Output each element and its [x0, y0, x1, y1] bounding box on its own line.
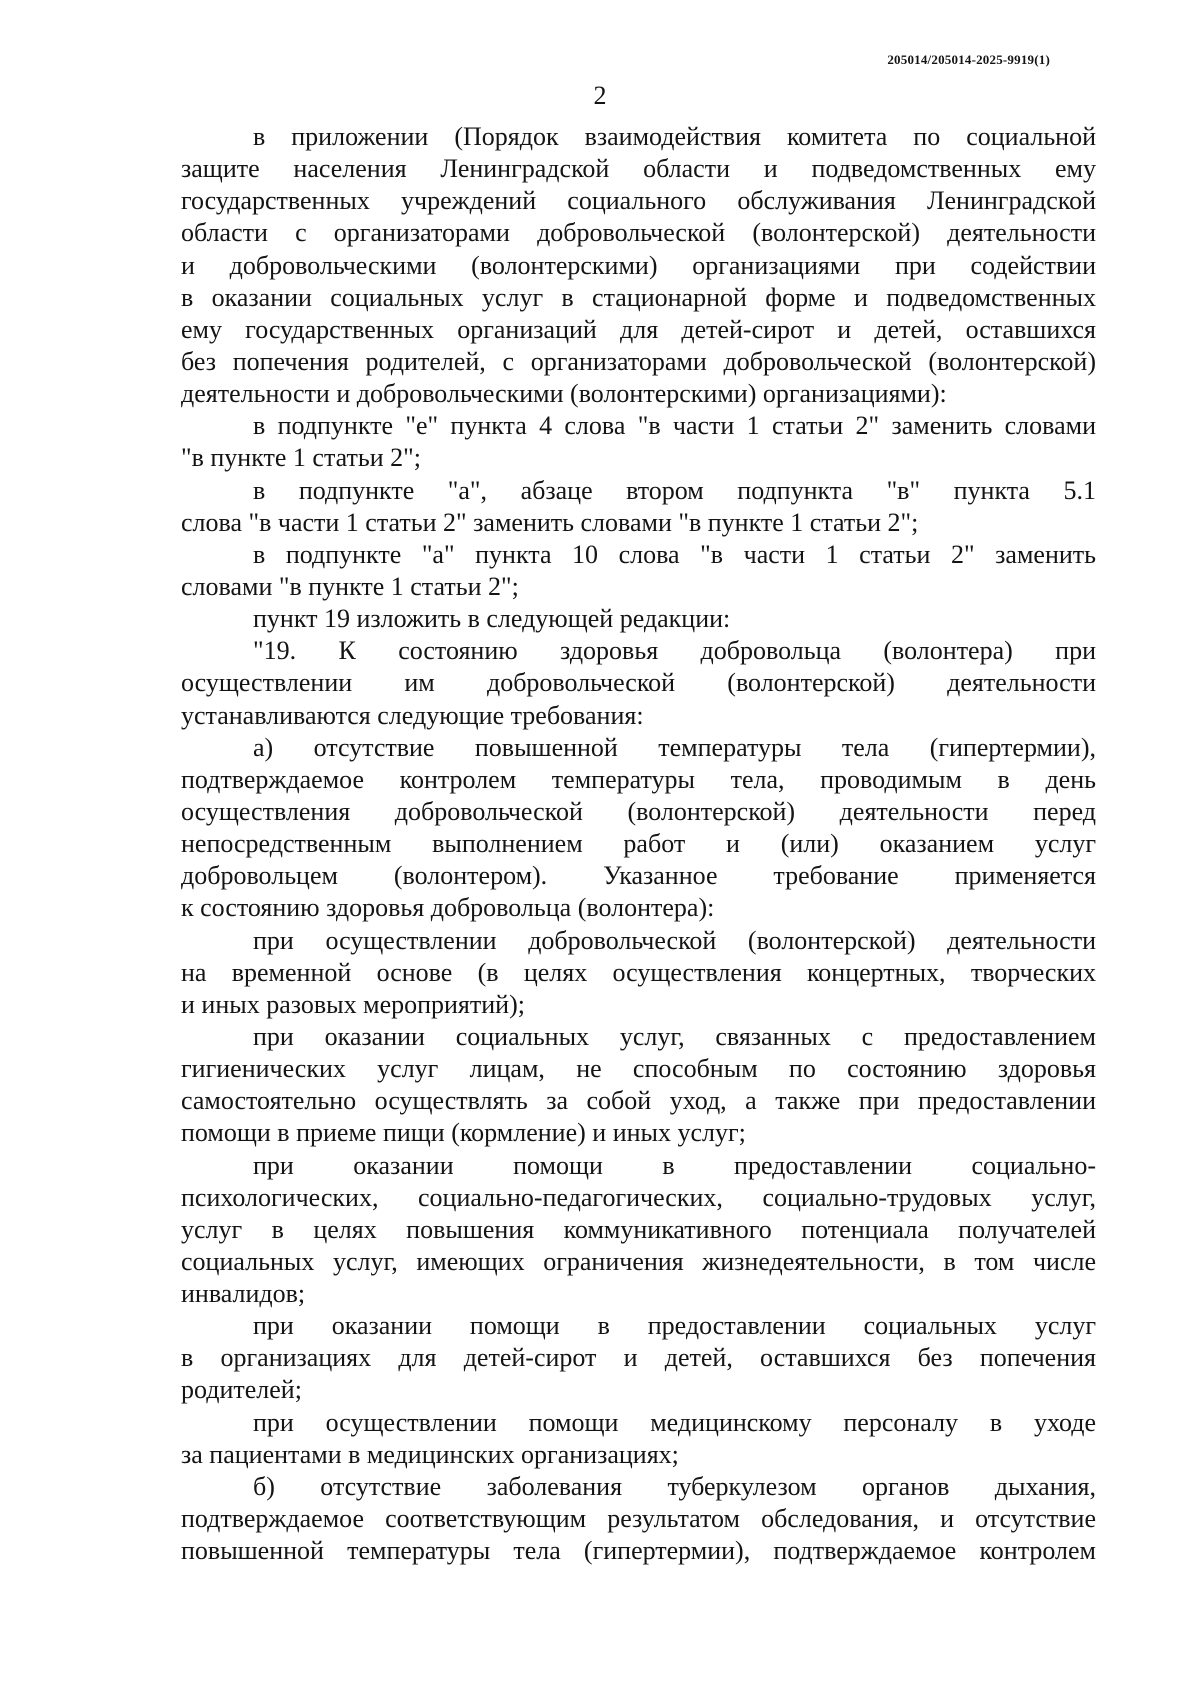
paragraph-line: добровольцем (волонтером). Указанное требование применяется [181, 861, 1096, 891]
paragraph-line: самостоятельно осуществлять за собой уход, а также при предоставлении [181, 1086, 1096, 1116]
paragraph-line: в подпункте "а", абзаце втором подпункта "в" пункта 5.1 [253, 475, 1096, 505]
paragraph [181, 635, 1096, 731]
paragraph-line: при осуществлении добровольческой (волонтерской) деятельности [253, 925, 1096, 955]
paragraph [181, 475, 1096, 539]
paragraph-line: а) отсутствие повышенной температуры тела (гипертермии), [253, 732, 1096, 762]
paragraph-line: за пациентами в медицинских организациях; [181, 1439, 679, 1469]
paragraph [181, 603, 1096, 635]
paragraph-line: и добровольческими (волонтерскими) организациями при содействии [181, 250, 1096, 280]
paragraph-line: непосредственным выполнением работ и (или) оказанием услуг [181, 829, 1096, 859]
paragraph-line: при оказании социальных услуг, связанных с предоставлением [253, 1021, 1096, 1051]
paragraph-line: и иных разовых мероприятий); [181, 989, 525, 1019]
paragraph-line: родителей; [181, 1375, 302, 1405]
paragraph-line: области с организаторами добровольческой (волонтерской) деятельности [181, 218, 1096, 248]
paragraph-line: ему государственных организаций для детей-сирот и детей, оставшихся [181, 314, 1096, 344]
page-number: 2 [593, 81, 607, 110]
document-registration-code: 205014/205014-2025-9919(1) [887, 52, 1050, 67]
paragraph [181, 121, 1096, 410]
paragraph-line: устанавливаются следующие требования: [181, 700, 644, 730]
paragraph-line: пункт 19 изложить в следующей редакции: [253, 604, 731, 634]
paragraph-line: в подпункте "е" пункта 4 слова "в части 1 статьи 2" заменить словами [253, 411, 1096, 441]
paragraph-line: в оказании социальных услуг в стационарной форме и подведомственных [181, 282, 1096, 312]
paragraph [181, 925, 1096, 1021]
paragraph-line: услуг в целях повышения коммуникативного потенциала получателей [181, 1214, 1096, 1244]
paragraph-line: психологических, социально-педагогических, социально-трудовых услуг, [181, 1182, 1096, 1212]
paragraph-line: в приложении (Порядок взаимодействия комитета по социальной [253, 122, 1096, 151]
paragraph-line: социальных услуг, имеющих ограничения жизнедеятельности, в том числе [181, 1246, 1096, 1276]
paragraph-line: инвалидов; [181, 1279, 306, 1309]
paragraph-line: государственных учреждений социального обслуживания Ленинградской [181, 186, 1096, 216]
paragraph-line: при оказании помощи в предоставлении социально- [253, 1150, 1096, 1180]
paragraph-line: на временной основе (в целях осуществления концертных, творческих [181, 957, 1096, 987]
paragraph-line: в подпункте "а" пункта 10 слова "в части 1 статьи 2" заменить [253, 539, 1096, 569]
paragraph [181, 1150, 1096, 1311]
paragraph-line: гигиенических услуг лицам, не способным по состоянию здоровья [181, 1054, 1096, 1084]
paragraph-line: при оказании помощи в предоставлении социальных услуг [253, 1311, 1096, 1341]
paragraph-line: к состоянию здоровья добровольца (волонтера): [181, 893, 715, 923]
paragraph-line: подтверждаемое соответствующим результатом обследования, и отсутствие [181, 1504, 1096, 1534]
paragraph-line: б) отсутствие заболевания туберкулезом органов дыхания, [253, 1471, 1096, 1501]
paragraph-line: в организациях для детей-сирот и детей, оставшихся без попечения [181, 1343, 1096, 1373]
paragraph-line: "в пункте 1 статьи 2"; [181, 443, 421, 473]
paragraph [181, 1310, 1096, 1406]
document-body [181, 121, 1096, 1567]
paragraph [181, 1471, 1096, 1567]
paragraph-line: осуществлении им добровольческой (волонтерской) деятельности [181, 668, 1096, 698]
paragraph [181, 1021, 1096, 1150]
paragraph-line: при осуществлении помощи медицинскому персоналу в уходе [253, 1407, 1096, 1437]
paragraph-line: словами "в пункте 1 статьи 2"; [181, 571, 519, 601]
paragraph-line: повышенной температуры тела (гипертермии), подтверждаемое контролем [181, 1536, 1096, 1566]
paragraph-line: осуществления добровольческой (волонтерской) деятельности перед [181, 796, 1096, 826]
paragraph [181, 1407, 1096, 1471]
paragraph-line: деятельности и добровольческими (волонтерскими) организациями): [181, 379, 947, 409]
paragraph-line: помощи в приеме пищи (кормление) и иных услуг; [181, 1118, 746, 1148]
paragraph [181, 410, 1096, 474]
paragraph-line: подтверждаемое контролем температуры тела, проводимым в день [181, 764, 1096, 794]
paragraph [181, 732, 1096, 925]
paragraph-line: без попечения родителей, с организаторами добровольческой (волонтерской) [181, 346, 1096, 376]
paragraph-line: защите населения Ленинградской области и подведомственных ему [181, 154, 1096, 184]
paragraph-line: "19. К состоянию здоровья добровольца (волонтера) при [253, 636, 1096, 666]
paragraph-line: слова "в части 1 статьи 2" заменить словами "в пункте 1 статьи 2"; [181, 507, 919, 537]
paragraph [181, 539, 1096, 603]
